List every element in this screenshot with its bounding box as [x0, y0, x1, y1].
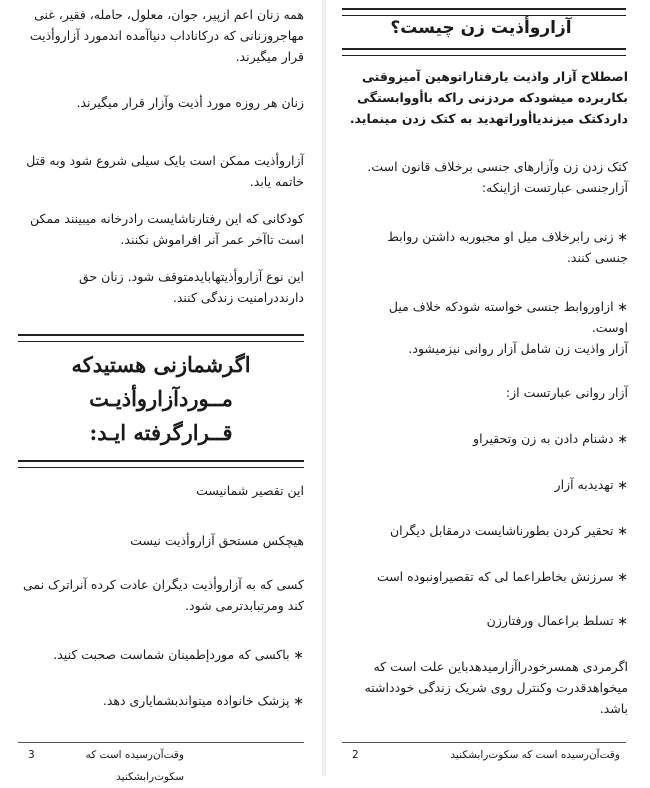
para-psychological-abuse: آزار واذیت زن شامل آزار روانی نیزمیشود.	[408, 341, 628, 356]
heading-line-2: مــوردآزاروأذیـت	[89, 386, 233, 411]
footer-rule	[342, 742, 626, 743]
heading-line-1: اگرشمازنی هستیدکه	[71, 352, 251, 377]
bullet-forced-relations: ∗ زنی رابرخلاف میل او مجبوربه داشتن روابط جنسی کنند.	[387, 229, 628, 265]
psych-item: ∗ تسلط براعمال ورفتارزن	[486, 613, 628, 628]
bullet-family-doctor: ∗ پزشک خانواده میتواندبشمایاری دهد.	[102, 693, 304, 708]
page-footer	[18, 744, 304, 783]
victim-heading	[20, 348, 302, 450]
psych-item: ∗ سرزنش بخاطراعما لی که تقصیراونبوده است	[376, 569, 628, 584]
para-no-one-deserves: هیچکس مستحق آزاروأذیت نیست	[130, 533, 304, 548]
footer-rule	[18, 742, 304, 743]
para-must-stop: این نوع آزاروأذیتهابایدمتوقف شود. زنان حق دارنددرامنیت زندگی کنند.	[79, 269, 304, 305]
title-top-rule	[342, 8, 626, 16]
psych-item: ∗ تحقیر کردن بطورناشایست درمقابل دیگران	[389, 523, 628, 538]
para-sexual-abuse-intro: کتک زدن زن وآزارهای جنسی برخلاف قانون است. آزارجنسی عبارتست ازاینکه:	[367, 159, 628, 195]
para-abuser-habit: کسی که به آزاروأذیت دیگران عادت کرده آنراترک نمی کند ومرتبابدترمی شود.	[22, 577, 304, 613]
bullet-unwanted-demands: ∗ ازاوروابط جنسی خواسته شودکه خلاف میل اوست.	[388, 299, 628, 335]
psych-item: ∗ دشنام دادن به زن وتحقیراو	[473, 431, 628, 446]
para-escalation: آزاروأذیت ممکن است بایک سیلی شروع شود وبه قتل خاتمه یابد.	[26, 153, 304, 189]
heading-line-3: قــرارگرفته ایـد:	[89, 420, 233, 445]
page-footer	[342, 744, 626, 766]
psych-item: ∗ تهدیدبه آزار	[554, 477, 628, 492]
page-title: آزاروأذیت زن چیست؟	[390, 18, 572, 38]
section-divider	[18, 460, 304, 468]
para-psychological-intro: آزار روانی عبارتست از:	[505, 385, 628, 400]
section-divider	[18, 334, 304, 342]
para-definition: اصطلاح آزار واذیت یارفتاراتوهین آمیزوقتی بکاربرده میشودکه مردزنی راکه باأووابستگی داردکتک میزندیاأوراتهدید به کتک زدن مینماید.	[349, 69, 628, 126]
page-three	[0, 0, 322, 783]
para-all-women: همه زنان اعم ازپیر، جوان، معلول، حامله، فقیر، غنی مهاجروزنانی که درکاناداب دنیاآمده اندمورد آزاروأذیت قرار میگیرند.	[29, 7, 304, 64]
bullet-talk-trusted: ∗ باکسی که موردإطمینان شماست صحبت کنید.	[53, 647, 304, 662]
para-not-your-fault: این تقصیر شمانیست	[196, 483, 304, 498]
title-bottom-rule	[342, 48, 626, 56]
footer-text: وقت‌آن‌رسیده است که سکوت‌رابشکنید	[85, 749, 184, 783]
page-two	[326, 0, 650, 776]
page-number: 2	[352, 749, 359, 761]
para-daily-abuse: زنان هر روزه مورد أذیت وآزار قرار میگیرند.	[76, 95, 304, 110]
para-power-control: اگرمردی همسرخودراآزارمیدهدباین علت است که میخواهدقدرت وکنترل روی شریک زندگی خودداشته باشد.	[364, 659, 628, 716]
para-children: کودکانی که این رفتارناشایست رادرخانه میبینند ممکن است تاآخر عمر آنر افراموش نکنند.	[30, 211, 304, 247]
page-number: 3	[28, 749, 35, 761]
footer-text: وقت‌آن‌رسیده است که سکوت‌رابشکنید	[450, 749, 620, 761]
